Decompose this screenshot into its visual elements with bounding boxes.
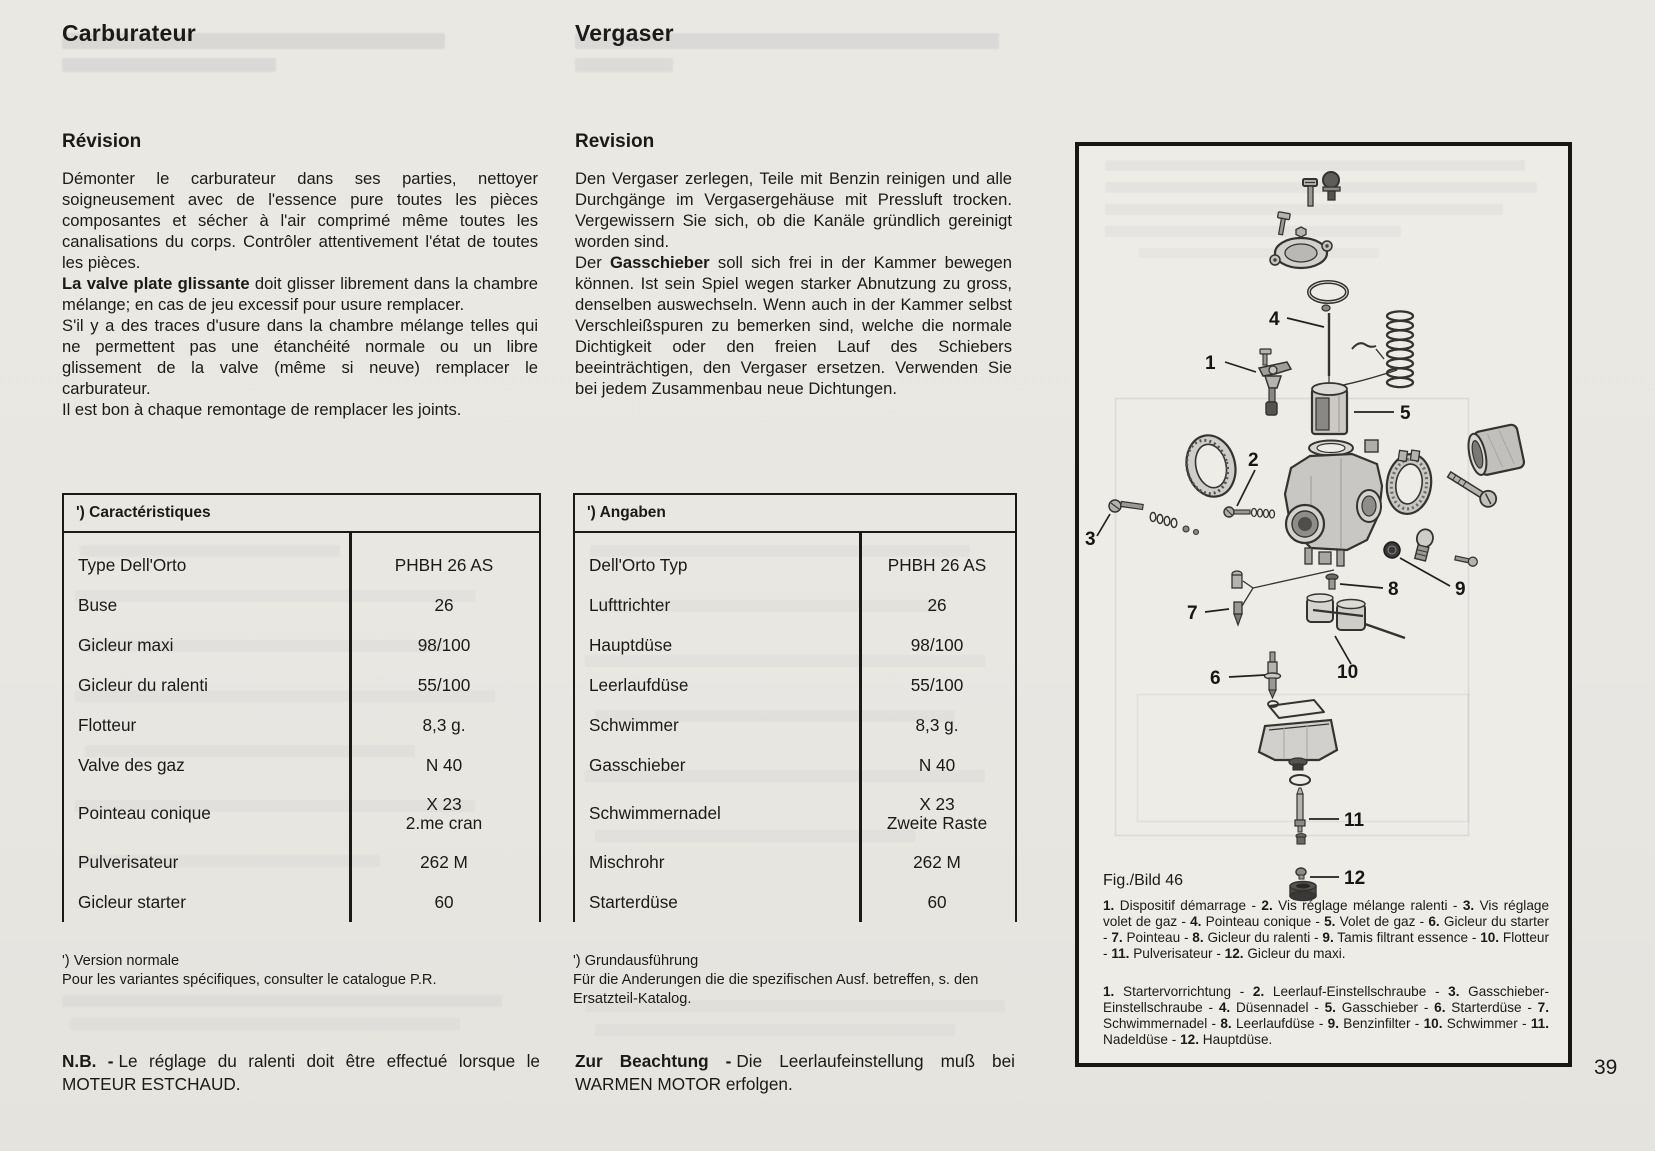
- table-row: [575, 882, 1015, 922]
- ghost-bleedthrough: [62, 995, 502, 1007]
- callout-12: 12: [1344, 868, 1366, 889]
- caption-number: 9.: [1327, 1015, 1339, 1031]
- spec-table-french: [62, 493, 541, 922]
- german-text-column: [575, 168, 1012, 399]
- float-needle-icon: [1232, 571, 1242, 625]
- spec-label: Valve des gaz: [78, 754, 185, 775]
- table-row: [575, 842, 1015, 882]
- caption-number: 5.: [1324, 999, 1336, 1015]
- atomizer-icon: [1295, 788, 1306, 844]
- caption-number: 3.: [1462, 898, 1475, 913]
- note-french: [62, 1050, 540, 1096]
- paragraph: Il est bon à chaque remontage de remplacer les joints.: [62, 400, 462, 419]
- caption-number: 6.: [1434, 999, 1446, 1015]
- callout-8: 8: [1388, 579, 1399, 600]
- spec-value: 60: [927, 891, 947, 912]
- figure-caption-french: 1. Dispositif démarrage - 2. Vis réglage mélange ralenti - 3. Vis réglage volet de gaz - 4. Pointeau conique - 5. Volet de gaz - 6. Gicleur du starter - 7. Pointeau - 8. Gicleur du ralenti - 9. Tamis filtrant essence - 10. Flotteur - 11. Pulverisateur - 12. Gicleur du maxi.: [1103, 898, 1550, 961]
- throttle-stop-screw-icon: [1109, 500, 1199, 535]
- spec-value: 98/100: [910, 634, 964, 655]
- spec-label: Gicleur du ralenti: [78, 674, 208, 695]
- spec-label: Starterdüse: [589, 891, 678, 912]
- paragraph: Der Gasschieber soll sich frei in der Kammer bewegen können. Ist sein Spiel wegen starker Abnutzung zu gross, denselben auswechseln. Wenn auch in der Kammer selbst Verschleißspuren zu bemerken sind, welche die normale Dichtigkeit oder den freien Lauf des Schiebers beeinträchtigen, den Vergaser ersetzen. Verwenden Sie bei jedem Zusammenbau neue Dichtungen.: [575, 253, 1012, 398]
- spec-value: 8,3 g.: [422, 714, 466, 735]
- caption-number: 9.: [1322, 929, 1334, 945]
- figure-label: Fig./Bild 46: [1103, 872, 1184, 889]
- spec-value: 262 M: [420, 851, 468, 872]
- main-jet-icon: [1296, 868, 1306, 879]
- spec-label: Schwimmer: [589, 714, 679, 735]
- caption-number: 3.: [1448, 984, 1460, 999]
- choke-plunger-cap-icon: [1323, 172, 1340, 200]
- carburetor-exploded-drawing: [1079, 146, 1568, 904]
- needle-clip-icon: [1322, 305, 1330, 311]
- table-row: [64, 785, 539, 842]
- spec-value: N 40: [425, 754, 463, 775]
- starter-jet-icon: [1265, 652, 1281, 707]
- spec-label: Hauptdüse: [589, 634, 673, 655]
- caption-number: 12.: [1180, 1031, 1199, 1047]
- figure-caption-german: 1. Startervorrichtung - 2. Leerlauf-Einstellschraube - 3. Gasschieber-Einstellschraube - 4. Düsennadel - 5. Gasschieber - 6. Starterdüse - 7. Schwimmernadel - 8. Leerlaufdüse - 9. Benzinfilter - 10. Schwimmer - 11. Nadeldüse - 12. Hauptdüse.: [1103, 984, 1550, 1047]
- spec-value: X 23 Zweite Raste: [886, 793, 988, 833]
- footnote-german: [573, 952, 1017, 1009]
- page-title-french: Carburateur: [62, 20, 196, 46]
- spec-value: 8,3 g.: [915, 714, 959, 735]
- ghost-bleedthrough: [70, 1018, 460, 1030]
- caption-number: 2.: [1252, 984, 1265, 999]
- chamber-cover-icon: [1270, 238, 1332, 268]
- spec-label: Leerlaufdüse: [589, 674, 689, 695]
- throttle-spring-icon: [1387, 311, 1413, 387]
- fuel-inlet-fitting-icon: [1412, 528, 1435, 562]
- carburetor-body-icon: [1285, 440, 1382, 566]
- ghost-bleedthrough: [62, 58, 276, 72]
- table-row: [64, 745, 539, 785]
- callout-1: 1: [1205, 353, 1216, 374]
- callout-2: 2: [1248, 450, 1259, 471]
- table-row: [64, 665, 539, 705]
- note-german: [575, 1050, 1015, 1096]
- caption-number: 2.: [1261, 898, 1273, 913]
- caption-number: 4.: [1190, 913, 1202, 929]
- caption-number: 6.: [1428, 913, 1440, 929]
- ghost-bleedthrough: [595, 1024, 955, 1036]
- note-lead: N.B. -: [62, 1051, 114, 1071]
- callout-10: 10: [1337, 662, 1359, 683]
- idle-mixture-screw-icon: [1224, 507, 1275, 518]
- table-row: [575, 585, 1015, 625]
- table-row: [64, 882, 539, 922]
- callout-4: 4: [1269, 309, 1280, 330]
- gas-slide-icon: [1312, 383, 1347, 434]
- caption-number: 12.: [1224, 945, 1244, 961]
- paragraph: S'il y a des traces d'usure dans la chambre mélange telles qui ne permettent pas une étanchéité normale ou un libre glissement de la valve (même si neuve) remplacer le carburateur.: [62, 316, 538, 398]
- paragraph: La valve plate glissante doit glisser librement dans la chambre mélange; en cas de jeu excessif pour usure remplacer.: [62, 274, 538, 314]
- table-row: [575, 785, 1015, 842]
- french-text-column: [62, 168, 538, 420]
- figure-panel: [1075, 142, 1572, 1067]
- caption-number: 10.: [1423, 1015, 1443, 1031]
- nut-icon: [1296, 227, 1306, 237]
- table-row: [64, 842, 539, 882]
- starter-device-icon: [1259, 349, 1291, 415]
- o-ring-icon: [1309, 282, 1347, 302]
- section-heading-french: Révision: [62, 131, 142, 152]
- spec-value: X 23 2.me cran: [405, 793, 483, 833]
- spec-value: 60: [434, 891, 454, 912]
- table-header: ') Angaben: [575, 495, 1015, 533]
- cover-screw-icon: [1303, 179, 1317, 206]
- table-divider: [859, 531, 862, 922]
- spec-value: 55/100: [417, 674, 471, 695]
- small-bolt-icon: [1454, 554, 1478, 567]
- float-icon: [1307, 594, 1405, 638]
- spec-label: Pointeau conique: [78, 803, 211, 823]
- cable-clip-icon: [1352, 343, 1376, 349]
- caption-number: 7.: [1111, 929, 1123, 945]
- spec-value: 26: [434, 594, 454, 615]
- callout-6: 6: [1210, 668, 1221, 689]
- note-text: Die Leerlaufeinstellung muß bei WARMEN MOTOR erfolgen.: [575, 1051, 1015, 1094]
- rubber-sleeve-icon: [1465, 424, 1525, 478]
- table-header: ') Caractéristiques: [64, 495, 539, 533]
- page-number: 39: [1594, 1056, 1618, 1079]
- note-text: Le réglage du ralenti doit être effectué lorsque le MOTEUR ESTCHAUD.: [62, 1051, 540, 1094]
- table-row: [575, 545, 1015, 585]
- air-intake-ring-icon: [1180, 430, 1242, 502]
- caption-number: 11.: [1530, 1015, 1550, 1031]
- spec-label: Gicleur starter: [78, 891, 186, 912]
- spec-label: Lufttrichter: [589, 594, 671, 615]
- footnote-line: ') Grundausführung: [573, 953, 699, 969]
- small-screw-icon: [1275, 212, 1291, 236]
- spec-label: Gasschieber: [589, 754, 686, 775]
- caption-number: 1.: [1103, 984, 1115, 999]
- caption-number: 1.: [1103, 898, 1115, 913]
- table-row: [575, 705, 1015, 745]
- spec-value: 55/100: [910, 674, 964, 695]
- spec-label: Buse: [78, 594, 118, 615]
- callout-3: 3: [1085, 529, 1096, 550]
- spec-value: 26: [927, 594, 947, 615]
- caption-number: 4.: [1218, 999, 1231, 1015]
- table-divider: [349, 531, 352, 922]
- note-lead: Zur Beachtung -: [575, 1051, 732, 1071]
- spec-value: 262 M: [913, 851, 961, 872]
- callout-5: 5: [1400, 403, 1411, 424]
- float-bowl-icon: [1259, 720, 1337, 770]
- table-row: [64, 585, 539, 625]
- footnote-line: ') Version normale: [62, 953, 180, 969]
- table-row: [64, 705, 539, 745]
- caption-number: 7.: [1537, 999, 1549, 1015]
- caption-number: 5.: [1324, 913, 1336, 929]
- table-row: [575, 625, 1015, 665]
- page-title-german: Vergaser: [575, 20, 674, 46]
- footnote-french: [62, 952, 540, 990]
- spec-value: PHBH 26 AS: [887, 554, 987, 575]
- footnote-line: Für die Anderungen die die spezifischen Ausf. betreffen, s. den Ersatzteil-Katalog.: [573, 972, 979, 1007]
- caption-number: 10.: [1480, 929, 1500, 945]
- spec-label: Dell'Orto Typ: [589, 554, 688, 575]
- spec-value: PHBH 26 AS: [394, 554, 494, 575]
- spec-table-german: [573, 493, 1017, 922]
- spec-value: N 40: [918, 754, 956, 775]
- caption-number: 11.: [1111, 945, 1130, 961]
- fuel-filter-icon: [1384, 542, 1400, 558]
- spec-label: Gicleur maxi: [78, 634, 174, 655]
- spec-label: Type Dell'Orto: [78, 554, 187, 575]
- spec-label: Schwimmernadel: [589, 803, 721, 823]
- callout-9: 9: [1455, 579, 1466, 600]
- ghost-bleedthrough: [575, 58, 673, 72]
- spec-label: Mischrohr: [589, 851, 665, 872]
- paragraph: Den Vergaser zerlegen, Teile mit Benzin reinigen und alle Durchgänge im Vergasergehäuse mit Pressluft trocken. Vergewissern Sie sich, ob die Kanäle gründlich gereinigt worden sind.: [575, 169, 1012, 251]
- section-heading-german: Revision: [575, 131, 655, 152]
- table-row: [64, 545, 539, 585]
- callout-11: 11: [1344, 810, 1365, 831]
- table-row: [575, 665, 1015, 705]
- paragraph: Démonter le carburateur dans ses parties, nettoyer soigneusement avec de l'essence pure toutes les pièces composantes et sécher à l'air comprimé même toutes les canalisations du corps. Contrôler attentivement l'état de toutes les pièces.: [62, 169, 538, 272]
- caption-number: 8.: [1192, 929, 1204, 945]
- spec-label: Pulverisateur: [78, 851, 179, 872]
- bowl-o-ring-icon: [1290, 775, 1310, 785]
- caption-number: 8.: [1220, 1015, 1232, 1031]
- table-row: [64, 625, 539, 665]
- idle-jet-icon: [1326, 574, 1338, 589]
- callout-7: 7: [1187, 603, 1198, 624]
- spec-value: 98/100: [417, 634, 471, 655]
- footnote-line: Pour les variantes spécifiques, consulter le catalogue P.R.: [62, 972, 437, 988]
- table-row: [575, 745, 1015, 785]
- clamp-ring-icon: [1383, 447, 1435, 517]
- spec-label: Flotteur: [78, 714, 137, 735]
